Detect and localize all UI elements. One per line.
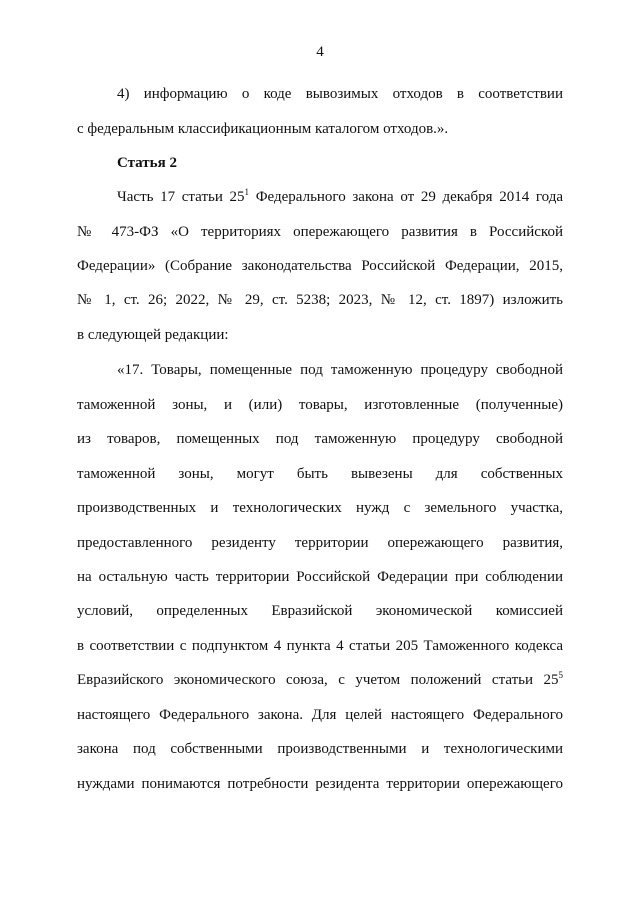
quote-line-1: «17. Товары, помещенные под таможенную процедуру свободной xyxy=(117,362,563,378)
quote-line-10 xyxy=(77,670,563,690)
quote-line-11: настоящего Федерального закона. Для целей настоящего Федерального xyxy=(77,707,563,723)
article-intro-line-4: № 1, ст. 26; 2022, № 29, ст. 5238; 2023, № 12, ст. 1897) изложить xyxy=(77,292,563,308)
quote-line-8: условий, определенных Евразийской экономической комиссией xyxy=(77,603,563,619)
article-intro-line-1-a: Часть 17 статьи 25 xyxy=(117,189,245,205)
quote-line-5: производственных и технологических нужд с земельного участка, xyxy=(77,500,563,516)
article-intro-line-1 xyxy=(117,187,563,207)
article-intro-line-2: № 473-ФЗ «О территориях опережающего развития в Российской xyxy=(77,224,563,240)
article-heading: Статья 2 xyxy=(117,155,177,171)
item4-line-1: 4) информацию о коде вывозимых отходов в соответствии xyxy=(117,86,563,102)
quote-line-3: из товаров, помещенных под таможенную процедуру свободной xyxy=(77,431,563,447)
article-intro-line-5: в следующей редакции: xyxy=(77,327,229,343)
quote-line-4: таможенной зоны, могут быть вывезены для собственных xyxy=(77,466,563,482)
article-intro-line-3: Федерации» (Собрание законодательства Российской Федерации, 2015, xyxy=(77,258,563,274)
quote-line-2: таможенной зоны, и (или) товары, изготовленные (полученные) xyxy=(77,397,563,413)
quote-line-10-text: Евразийского экономического союза, с учетом положений статьи 25 xyxy=(77,672,559,688)
quote-line-12: закона под собственными производственными и технологическими xyxy=(77,741,563,757)
article-intro-line-1-b: Федерального закона от 29 декабря 2014 года xyxy=(249,189,563,205)
superscript-5: 5 xyxy=(558,670,563,680)
quote-line-13: нуждами понимаются потребности резидента территории опережающего xyxy=(77,776,563,792)
page-number: 4 xyxy=(316,44,324,60)
item4-line-2: с федеральным классификационным каталогом отходов.». xyxy=(77,121,449,137)
superscript-1: 1 xyxy=(244,187,250,197)
quote-line-6: предоставленного резиденту территории опережающего развития, xyxy=(77,535,563,551)
quote-line-7: на остальную часть территории Российской Федерации при соблюдении xyxy=(77,569,563,585)
quote-line-9: в соответствии с подпунктом 4 пункта 4 статьи 205 Таможенного кодекса xyxy=(77,638,563,654)
